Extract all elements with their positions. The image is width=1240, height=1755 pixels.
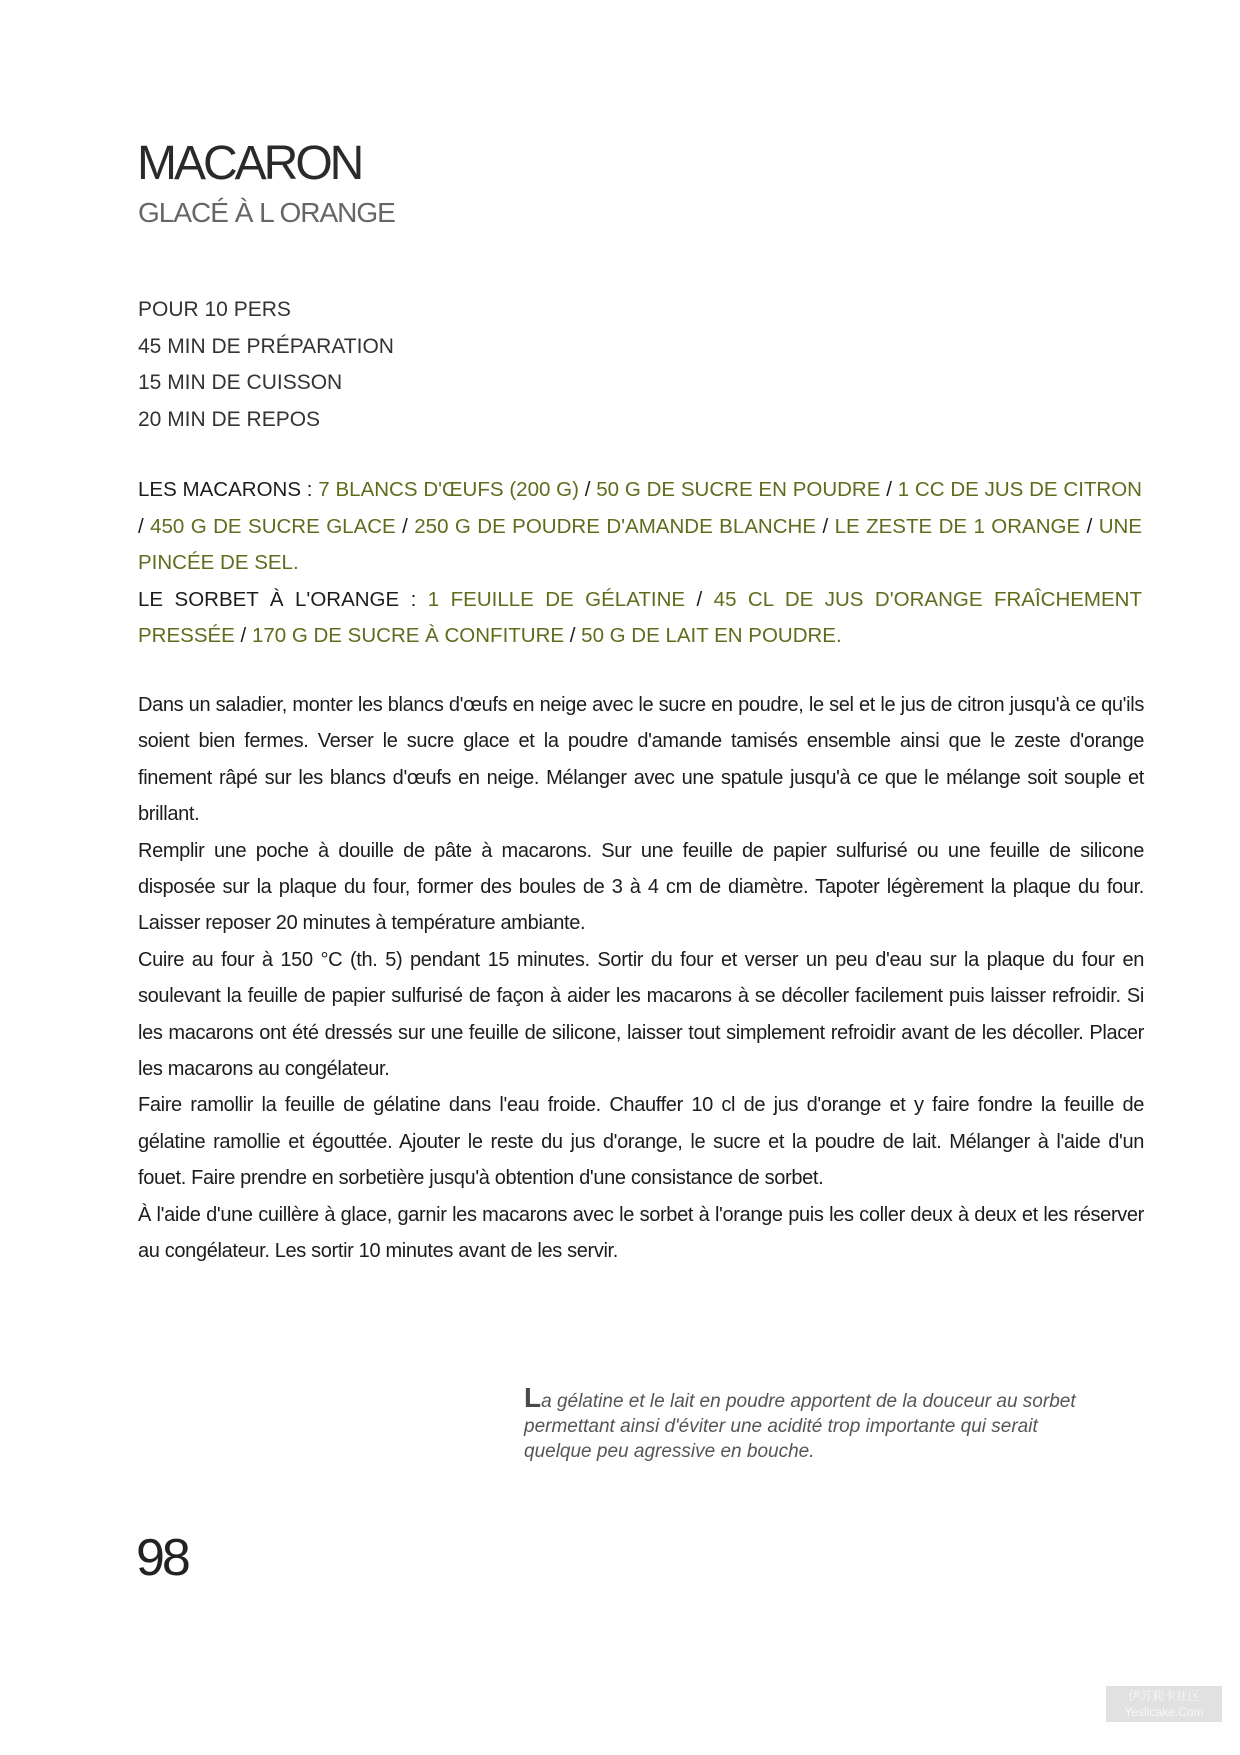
ingredient-separator: / — [234, 624, 252, 647]
page-number: 98 — [136, 1529, 188, 1587]
sorbet-label: LE SORBET À L'ORANGE : — [138, 587, 428, 611]
note-text: a gélatine et le lait en poudre apportent de la douceur au sorbet permettant ainsi d'éviter une acidité trop importante qui serait quelque peu agressive en bouche. — [524, 1391, 1076, 1462]
watermark-line-2: Yeslicake.Com — [1124, 1705, 1204, 1719]
macarons-ingredients — [138, 472, 1142, 582]
ingredient-item: 50 G DE SUCRE EN POUDRE — [596, 478, 881, 501]
watermark-line-1: 伊苏莉卡社区 — [1127, 1689, 1200, 1703]
ingredient-separator: / — [816, 514, 835, 538]
macarons-label: LES MACARONS : — [138, 478, 319, 501]
ingredient-item: 450 G DE SUCRE GLACE — [150, 514, 396, 538]
ingredient-separator: / — [564, 624, 582, 647]
step-paragraph: À l'aide d'une cuillère à glace, garnir les macarons avec le sorbet à l'orange puis les coller deux à deux et les réserver au congélateur. Les sortir 10 minutes avant de les servir. — [138, 1203, 1144, 1263]
step-paragraph: Remplir une poche à douille de pâte à macarons. Sur une feuille de papier sulfurisé ou une feuille de silicone disposée sur la plaque du four, former des boules de 3 à 4 cm de diamètre. Tapoter légèrement la plaque du four. Laisser reposer 20 minutes à température ambiante. — [138, 839, 1144, 935]
ingredient-item: 50 G DE LAIT EN POUDRE. — [581, 624, 842, 647]
ingredient-separator: / — [1080, 514, 1099, 538]
ingredient-separator: / — [578, 478, 597, 501]
recipe-title: MACARON — [137, 137, 362, 190]
ingredient-item: 7 BLANCS D'ŒUFS (200 G) — [318, 478, 579, 501]
ingredient-item: 250 G DE POUDRE D'AMANDE BLANCHE — [414, 514, 817, 538]
step-paragraph: Faire ramollir la feuille de gélatine dans l'eau froide. Chauffer 10 cl de jus d'orange et y faire fondre la feuille de gélatine ramollie et égouttée. Ajouter le reste du jus d'orange, le sucre et la poudre de lait. Mélanger à l'aide d'un fouet. Faire prendre en sorbetière jusqu'à obtention d'une consistance de sorbet. — [138, 1094, 1144, 1190]
site-watermark — [1106, 1686, 1222, 1722]
recipe-steps — [138, 687, 1144, 1270]
recipe-meta — [138, 292, 394, 438]
ingredient-separator: / — [138, 514, 151, 538]
recipe-subtitle: GLACÉ À L ORANGE — [138, 197, 395, 228]
ingredient-separator: / — [880, 478, 898, 501]
ingredient-item: LE ZESTE DE 1 ORANGE — [834, 514, 1081, 538]
sorbet-ingredients — [138, 582, 1142, 655]
ingredients-block — [138, 472, 1142, 655]
ingredient-item: 45 CL DE JUS D'ORANGE FRAÎCHEMENT PRESSÉE — [138, 587, 1142, 647]
ingredient-separator: / — [395, 514, 415, 538]
ingredient-separator: / — [685, 587, 714, 611]
ingredient-item: 1 FEUILLE DE GÉLATINE — [427, 587, 686, 611]
chef-note — [524, 1382, 1084, 1464]
ingredient-item: 170 G DE SUCRE À CONFITURE — [251, 624, 565, 647]
cook-time: 15 MIN DE CUISSON — [138, 371, 343, 394]
note-drop-initial: L — [524, 1382, 542, 1413]
servings: POUR 10 PERS — [138, 298, 291, 321]
ingredient-item: 1 CC DE JUS DE CITRON — [897, 478, 1142, 501]
ingredient-item: UNE PINCÉE DE SEL. — [138, 514, 1143, 574]
step-paragraph: Dans un saladier, monter les blancs d'œufs en neige avec le sucre en poudre, le sel et le jus de citron jusqu'à ce qu'ils soient bien fermes. Verser le sucre glace et la poudre d'amande tamisés ensemble ainsi que le zeste d'orange finement râpé sur les blancs d'œufs en neige. Mélanger avec une spatule jusqu'à ce que le mélange soit souple et brillant. — [138, 694, 1144, 826]
step-paragraph: Cuire au four à 150 °C (th. 5) pendant 15 minutes. Sortir du four et verser un peu d'eau sur la plaque du four en soulevant la feuille de papier sulfurisé de façon à aider les macarons à se décoller facilement puis laisser refroidir. Si les macarons ont été dressés sur une feuille de silicone, laisser tout simplement refroidir avant de les décoller. Placer les macarons au congélateur. — [138, 948, 1144, 1081]
rest-time: 20 MIN DE REPOS — [138, 407, 321, 431]
prep-time: 45 MIN DE PRÉPARATION — [138, 334, 394, 358]
